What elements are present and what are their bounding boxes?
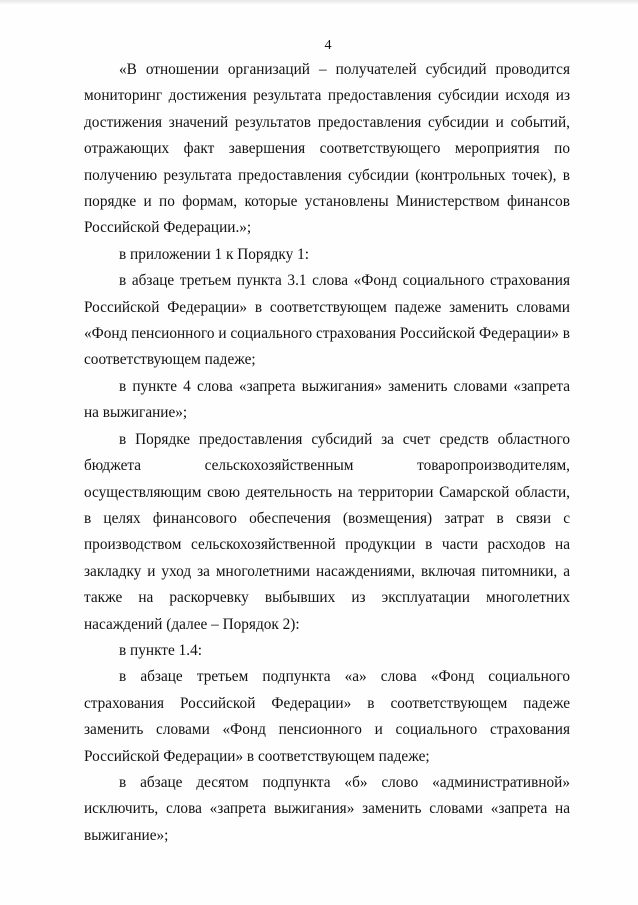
paragraph-clause-3-1: в абзаце третьем пункта 3.1 слова «Фонд социального страхования Российской Федерации» в соответствующем падеже заменить словами «Фонд пенсионного и социального страхования Российской Федерации» в соответствующем падеже; — [84, 272, 570, 369]
paragraph-monitoring: «В отношении организаций – получателей субсидий проводится мониторинг достижения результата предоставления субсидии исходя из достижения значений результатов предоставления субсидии и событий, отражающих факт завершения соответствующего мероприятия по получению результата предоставления субсидии (контрольных точек), в порядке и по формам, которые установлены Министерством финансов Российской Федерации.»; — [84, 61, 570, 237]
paragraph-procedure-2: в Порядке предоставления субсидий за счет средств областного бюджета сельскохозяйственным товаропроизводителям, осуществляющим свою деятельность на территории Самарской области, в целях финансового обеспечения (возмещения) затрат в связи с производством сельскохозяйственной продукции в части расходов на закладку и уход за многолетними насаждениями, включая питомники, а также на раскорчевку выбывших из эксплуатации многолетних насаждений (далее – Порядок 2): — [84, 430, 570, 633]
scan-edge — [0, 0, 638, 4]
paragraph-subclause-a: в абзаце третьем подпункта «а» слова «Фонд социального страхования Российской Федерации» в соответствующем падеже заменить словами «Фонд пенсионного и социального страхования Российской Федерации» в соответствующем падеже; — [84, 668, 570, 765]
paragraph-subclause-b: в абзаце десятом подпункта «б» слово «административной» исключить, слова «запрета выжигания» заменить словами «запрета на выжигание»; — [84, 773, 570, 844]
document-body — [84, 57, 570, 849]
paragraph-clause-4: в пункте 4 слова «запрета выжигания» заменить словами «запрета на выжигание»; — [84, 377, 570, 422]
paragraph-clause-1-4: в пункте 1.4: — [119, 641, 202, 659]
paragraph-appendix-1: в приложении 1 к Порядку 1: — [119, 245, 309, 263]
page-number: 4 — [324, 38, 332, 53]
